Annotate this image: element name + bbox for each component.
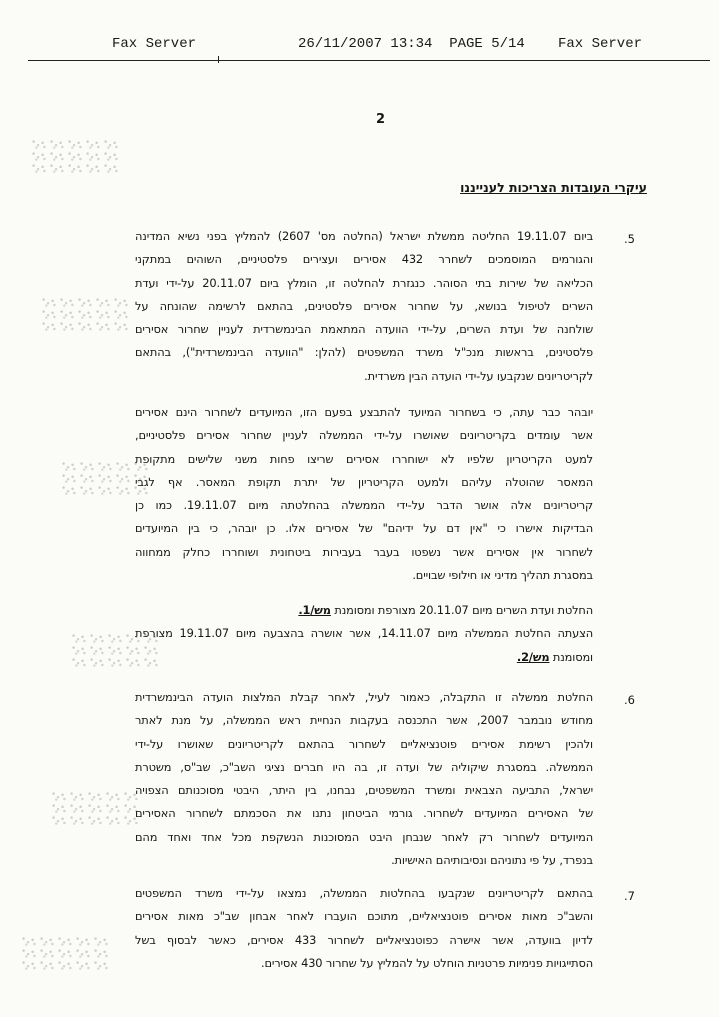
paragraph-5-block-1 <box>135 225 593 388</box>
text-line: שולחנה של ועדת השרים, על-ידי הוועדה המתאמת הבינמשרדית לעניין שחרור אסירים <box>135 322 593 337</box>
text-line: ביום 19.11.07 החליטה ממשלת ישראל (החלטה מס' 2607) להמליץ בפני נשיא המדינה <box>135 229 593 243</box>
scan-noise <box>20 935 110 973</box>
text-line: הממשלה. במסגרת שיקוליה של ועדה זו, בה היו חברים נציגי השב"כ, שב"ס, משטרת <box>135 759 593 774</box>
paragraph-number-6: .6 <box>624 693 635 707</box>
paragraph-number-5: .5 <box>624 232 635 246</box>
text-line: אשר עומדים בקריטריונים שאושרו על-ידי הממשלה לעניין שחרור אסירים פלסטיניים, <box>135 428 593 443</box>
header-rule-tick <box>218 56 219 63</box>
text-line: השרים לטיפול בנושא, על שחרור אסירים פלסטינים, בהתאם לרשימה שהונחה על <box>135 298 593 313</box>
paragraph-6 <box>135 686 593 872</box>
text-line: המיועדים לשחרור רק לאחר שנבחן היבט המסוכנות הנשקפת מכל אחד ואחד מהם <box>135 829 593 844</box>
section-heading: עיקרי העובדות הצריכות לענייננו <box>460 180 647 195</box>
text-line: פלסטינים, בראשות מנכ"ל משרד המשפטים (להלן: "הוועדה הבינמשרדית"), בהתאם <box>135 345 593 360</box>
text-line: הסתייגויות פנימיות פרטניות הוחלט על להמליץ על שחרור 430 אסירים. <box>260 955 593 970</box>
attachment-label-ms2: מש/2. <box>516 649 550 664</box>
attachment-line-1-text: החלטת ועדת השרים מיום 20.11.07 מצורפת ומסומנת <box>330 603 593 617</box>
paragraph-7 <box>135 882 593 975</box>
attachment-line-3-text: ומסומנת <box>549 649 593 664</box>
text-line: הכליאה של שירות בתי הסוהר. כנגזרת להחלטה זו, הומלץ ביום 20.11.07 על-ידי ועדת <box>135 275 593 290</box>
fax-header-sender: Fax Server <box>112 36 197 52</box>
text-line: המאסר שהוטלה עליהם ולמעט הקריטריון של יתרת תקופת המאסר. אף לגבי <box>135 474 593 489</box>
paragraph-5-attachments <box>135 599 593 669</box>
text-line: קריטריונים אלה אושר הדבר על-ידי הממשלה בהחלטתה מיום 19.11.07. כמו כן <box>135 498 593 513</box>
text-line: ישראל, התביעה הצבאית ומשרד המשפטים, נבחנו, בין היתר, היבטי מסוכנותם הצפויה <box>135 783 593 798</box>
scan-noise <box>50 790 140 828</box>
text-line: לדיון בוועדה, אשר אישרה כפוטנציאליים לשחרור 433 אסירים, כאשר לבסוף בשל <box>135 932 593 947</box>
text-line: החלטת ממשלה זו התקבלה, כאמור לעיל, לאחר קבלת המלצות הועדה הבינמשרדית <box>135 690 593 704</box>
text-line: לשחרור אין אסירים אשר נשפטו בעבר בעבירות ביטחונית ושוחררו כחלק ממחווה <box>135 544 593 559</box>
text-line: של האסירים המיועדים לשחרור. גורמי הביטחון נתנו את הסכמתם לשחרור האסירים <box>135 806 593 821</box>
text-line: למעט הקריטריון שלפיו לא ישוחררו אסירים שריצו פחות משני שלישים מתקופת <box>135 451 593 466</box>
scan-noise <box>30 138 120 176</box>
text-line: יובהר כבר עתה, כי בשחרור המיועד להתבצע בפעם הזו, המיועדים לשחרור הינם אסירים <box>135 405 593 419</box>
paragraph-5-block-2 <box>135 401 593 587</box>
text-line: בנפרד, על פי נתוניהם ונסיבותיהם האישיות. <box>391 853 593 868</box>
fax-header <box>0 36 719 56</box>
text-line: לקריטריונים שנקבעו על-ידי הועדה הבין משרדית. <box>364 368 593 383</box>
paragraph-number-7: .7 <box>624 889 635 903</box>
text-line: מחודש נובמבר 2007, אשר התכנסה בעקבות הנחיית ראש הממשלה, על מנת לאתר <box>135 713 593 728</box>
fax-header-receiver: Fax Server <box>558 36 643 52</box>
attachment-line-2: הצעתה החלטת הממשלה מיום 14.11.07, אשר אושרה בהצבעה מיום 19.11.07 מצורפת <box>135 626 593 641</box>
text-line: בהתאם לקריטריונים שנקבעו בהחלטות הממשלה, נמצאו על-ידי משרד המשפטים <box>135 886 593 900</box>
header-rule <box>28 60 710 61</box>
scan-noise <box>40 296 130 334</box>
text-line: במסגרת תהליך מדיני או חילופי שבויים. <box>412 568 593 583</box>
text-line: והגורמים המוסמכים לשחרר 432 אסירים ועצירים פלסטיניים, השוהים במתקני <box>135 252 593 267</box>
page-number: 2 <box>376 112 386 127</box>
text-line: והשב"כ מאות אסירים פוטנציאליים, מתוכם הועברו לאחר אבחון שב"כ מאות אסירים <box>135 909 593 924</box>
attachment-line-3 <box>135 646 593 669</box>
attachment-label-ms1: מש/1. <box>298 603 331 617</box>
attachment-line-1 <box>135 599 593 622</box>
fax-header-timestamp-page: 26/11/2007 13:34 PAGE 5/14 <box>298 36 525 52</box>
text-line: הבדיקות אישרו כי "אין דם על ידיהם" של אסירים אלו. כן יובהר, כי בין המיועדים <box>135 521 593 536</box>
text-line: ולהכין רשימת אסירים פוטנציאליים לשחרור בהתאם לקריטריונים שאושרו על-ידי <box>135 736 593 751</box>
